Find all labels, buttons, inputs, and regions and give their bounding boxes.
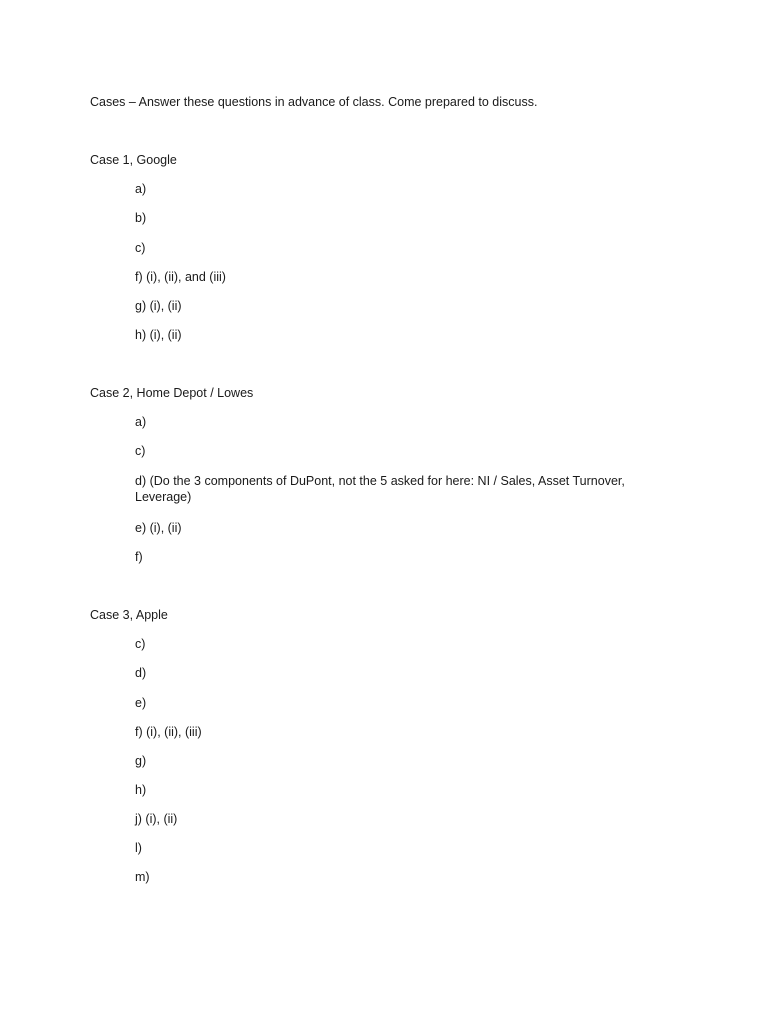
case2-item: d) (Do the 3 components of DuPont, not the 5 asked for here: NI / Sales, Asset Turnover, Leverage) bbox=[135, 474, 625, 504]
case1-item: b) bbox=[135, 211, 147, 225]
case3-item: l) bbox=[135, 841, 142, 855]
case2-item: a) bbox=[135, 415, 147, 429]
case1-heading: Case 1, Google bbox=[90, 153, 177, 167]
case3-heading: Case 3, Apple bbox=[90, 608, 168, 622]
case1-item: h) (i), (ii) bbox=[135, 328, 182, 342]
case1-item: f) (i), (ii), and (iii) bbox=[135, 270, 226, 284]
case3-item: h) bbox=[135, 783, 147, 797]
case3-item: g) bbox=[135, 754, 147, 768]
case2-heading: Case 2, Home Depot / Lowes bbox=[90, 386, 254, 400]
case3-item: f) (i), (ii), (iii) bbox=[135, 725, 202, 739]
case2-item: e) (i), (ii) bbox=[135, 521, 182, 535]
case3-item: j) (i), (ii) bbox=[135, 812, 178, 826]
case3-item: c) bbox=[135, 637, 146, 651]
case2-item: c) bbox=[135, 444, 146, 458]
case1-item: a) bbox=[135, 182, 147, 196]
intro-text: Cases – Answer these questions in advance of class. Come prepared to discuss. bbox=[90, 95, 538, 109]
case3-item: d) bbox=[135, 666, 147, 680]
case2-item: f) bbox=[135, 550, 143, 564]
case3-item: m) bbox=[135, 870, 150, 884]
case1-item: c) bbox=[135, 241, 146, 255]
case3-item: e) bbox=[135, 696, 147, 710]
case1-item: g) (i), (ii) bbox=[135, 299, 182, 313]
